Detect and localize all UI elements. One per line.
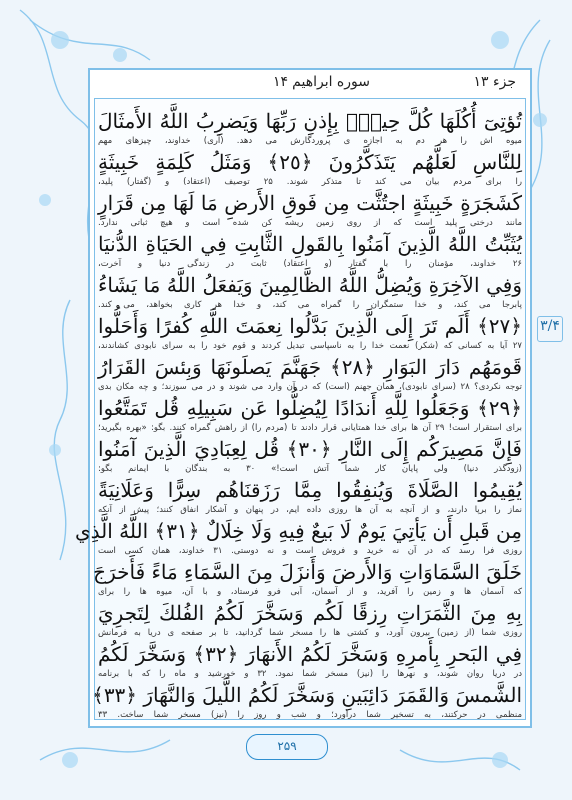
arabic-verse-line: فَإِنَّ مَصِيرَكُم إِلَى النَّارِ ﴿٣٠﴾ قُل لِعِبَادِيَ الَّذِينَ آمَنُوا — [98, 437, 522, 461]
translation-line: را برای مردم بیان می کند تا متذکر شوند. ۲۵ توصیف (اعتقاد) و (گفتار) پلید، — [98, 177, 522, 187]
translation-line: توجه نکردی؟ ۲۸ (سرای نابودی)، همان جهنم (است) که در آن وارد می شوند و در می سوزند؛ و چه مکان بدی — [98, 382, 522, 392]
hizb-marker: ۳/۴ — [540, 318, 560, 340]
arabic-verse-line: مِن قَبلِ أَن يَأتِيَ يَومٌ لَا بَيعٌ فِيهِ وَلَا خِلَالٌ ﴿٣١﴾ اللَّهُ الَّذِي — [75, 519, 522, 543]
arabic-verse-line: بِهِ مِنَ الثَّمَرَاتِ رِزقًا لَكُم وَسَخَّرَ لَكُمُ الفُلكَ لِتَجرِيَ — [98, 601, 522, 625]
translation-line: ۲۶ خداوند، مؤمنان را با گفتار (و اعتقاد) ثابت در زندگی دنیا و آخرت، — [98, 259, 522, 269]
translation-line: که آسمان ها و زمین را آفرید، و از آسمان، آبی فرو فرستاد، و با آن، میوه ها را برای — [98, 587, 522, 597]
translation-line: روزی فرا رسد که در آن نه خرید و فروش است و نه دوستی. ۳۱ خداوند، همان کسی است — [98, 546, 522, 556]
arabic-verse-line: تُؤتِىٓ أُكُلَهَا كُلَّ حِينِۭ بِإِذنِ رَبِّهَا وَيَضرِبُ اللَّهُ الأَمثَالَ — [98, 109, 522, 133]
translation-line: مانند درختی پلید است که از روی زمین ریشه کن شده است و هیچ ثباتی ندارد. — [98, 218, 522, 228]
page-header — [100, 70, 520, 96]
translation-line: منظمی در حرکتند، به تسخیر شما درآورد؛ و شب و روز را (نیز) مسخر شما ساخت. ۳۳ — [98, 710, 522, 720]
arabic-verse-line: يُقِيمُوا الصَّلَاةَ وَيُنفِقُوا مِمَّا رَزَقنَاهُم سِرًّا وَعَلَانِيَةً — [98, 478, 522, 502]
arabic-verse-line: ﴿٢٧﴾ أَلَم تَرَ إِلَى الَّذِينَ بَدَّلُوا نِعمَتَ اللَّهِ كُفرًا وَأَحَلُّوا — [98, 314, 522, 338]
translation-line: پابرجا می کند، و خدا ستمگران را گمراه می کند، و خدا هر کاری بخواهد، می کند. — [98, 300, 522, 310]
translation-line: ۲۷ آیا به کسانی که (شکر) نعمت خدا را به ناسپاسی تبدیل کردند و قوم خود را به سرای نابودی کشاندند، — [98, 341, 522, 351]
arabic-verse-line: قَومَهُم دَارَ البَوَارِ ﴿٢٨﴾ جَهَنَّمَ يَصلَونَهَا وَبِئسَ القَرَارُ — [98, 355, 523, 379]
translation-line: (زودگذر دنیا) ولی پایان کار شما آتش است!» ۳۰ به بندگان با ایمانم بگو: — [98, 464, 522, 474]
juz-label: جزء ۱۳ — [473, 74, 516, 90]
arabic-verse-line: كَشَجَرَةٍ خَبِيثَةٍ اجتُثَّت مِن فَوقِ الأَرضِ مَا لَهَا مِن قَرَارٍ — [98, 191, 522, 215]
translation-line: در دریا روان شوند، و نهرها را (نیز) مسخر شما نمود. ۳۲ و خورشید و ماه را که با برنامه — [98, 669, 522, 679]
arabic-verse-line: الشَّمسَ وَالقَمَرَ دَائِبَينِ وَسَخَّرَ لَكُمُ اللَّيلَ وَالنَّهَارَ ﴿٣٣﴾ — [92, 683, 522, 707]
arabic-verse-line: لِلنَّاسِ لَعَلَّهُم يَتَذَكَّرُونَ ﴿٢٥﴾ وَمَثَلُ كَلِمَةٍ خَبِيثَةٍ — [98, 150, 522, 174]
arabic-verse-line: فِي البَحرِ بِأَمرِهِ وَسَخَّرَ لَكُمُ الأَنهَارَ ﴿٣٢﴾ وَسَخَّرَ لَكُمُ — [98, 642, 523, 666]
translation-line: میوه اش را هر دم به اجازه ی پروردگارش می دهد. (آری) خداوند، چیزهای مهم — [98, 136, 522, 146]
arabic-verse-line: خَلَقَ السَّمَاوَاتِ وَالأَرضَ وَأَنزَلَ مِنَ السَّمَاءِ مَاءً فَأَخرَجَ — [93, 560, 522, 584]
arabic-verse-line: ﴿٢٩﴾ وَجَعَلُوا لِلَّهِ أَندَادًا لِيُضِلُّوا عَن سَبِيلِهِ قُل تَمَتَّعُوا — [98, 396, 522, 420]
verse-block — [75, 106, 523, 720]
arabic-verse-line: يُثَبِّتُ اللَّهُ الَّذِينَ آمَنُوا بِالقَولِ الثَّابِتِ فِي الحَيَاةِ الدُّنيَا — [98, 232, 522, 256]
surah-name: سوره ابراهیم — [292, 74, 370, 90]
translation-line: روزی شما (از زمین) بیرون آورد، و کشتی ها را مسخر شما گردانید، تا بر صفحه ی دریا به فرمانش — [98, 628, 522, 638]
arabic-verse-line: وَفِي الآخِرَةِ وَيُضِلُّ اللَّهُ الظَّالِمِينَ وَيَفعَلُ اللَّهُ مَا يَشَاءُ — [98, 273, 522, 297]
page-number-badge: ۲۵۹ — [246, 734, 328, 760]
translation-line: نماز را برپا دارند، و از آنچه به آن ها روزی داده ایم، در پنهان و آشکار انفاق کنند؛ پیش از آنکه — [98, 505, 522, 515]
translation-line: برای استقرار است! ۲۹ آن ها برای خدا همتایانی قرار دادند تا (مردم را) از راهش گمراه کنند. بگو: «بهره بگیرید؛ — [98, 423, 522, 433]
surah-number: ۱۴ — [272, 74, 288, 90]
